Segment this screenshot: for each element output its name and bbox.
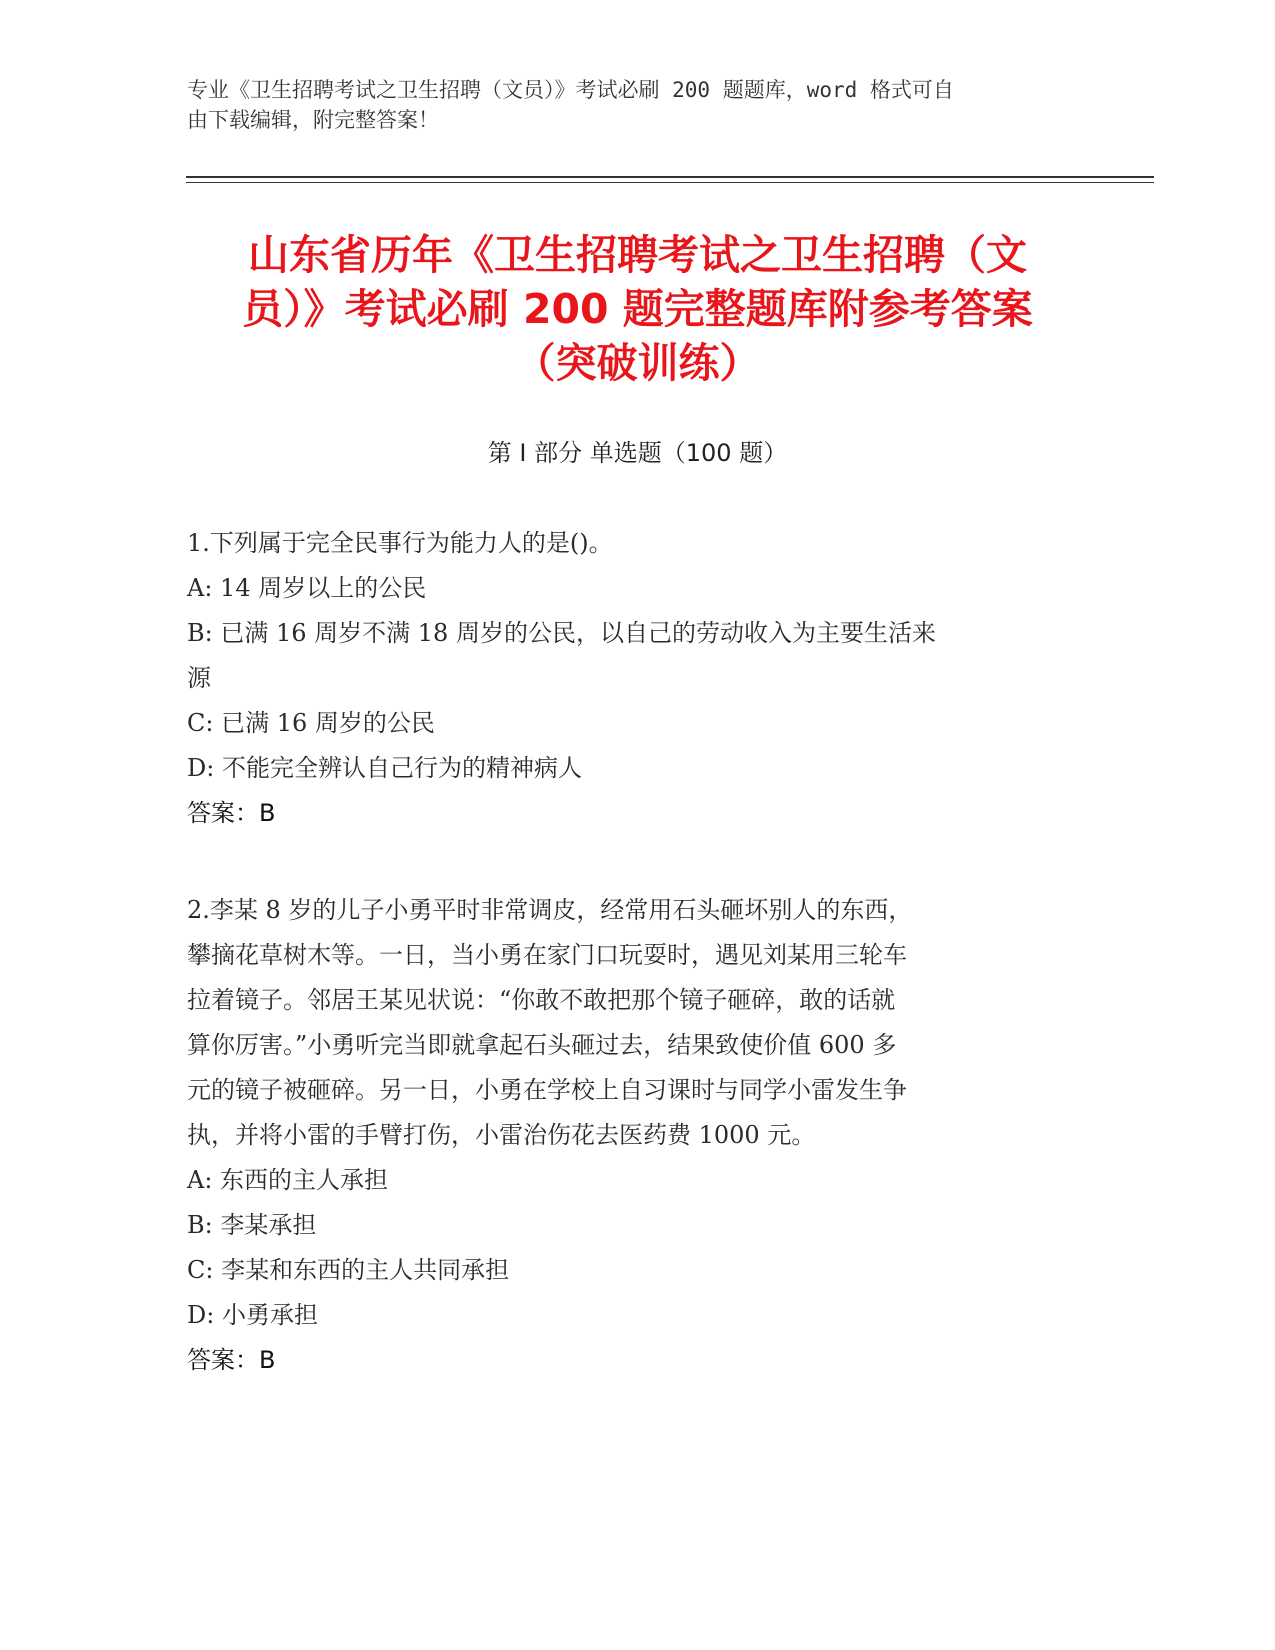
header-line: 专业《卫生招聘考试之卫生招聘（文员）》考试必刷 200 题题库，word 格式可自 — [187, 78, 954, 102]
question-stem-line: 元的镜子被砸碎。另一日，小勇在学校上自习课时与同学小雷发生争 — [187, 1076, 907, 1104]
question-stem-line: 执，并将小雷的手臂打伤，小雷治伤花去医药费 1000 元。 — [187, 1121, 816, 1149]
answer-line: 答案：B — [187, 1346, 276, 1374]
question-2 — [187, 888, 1067, 1383]
question-1 — [187, 521, 1067, 836]
option-c: C: 已满 16 周岁的公民 — [187, 709, 435, 737]
option-c: C: 李某和东西的主人共同承担 — [187, 1256, 510, 1284]
answer-line: 答案：B — [187, 799, 276, 827]
section-heading: 第 I 部分 单选题（100 题） — [487, 439, 788, 467]
header-line: 由下载编辑，附完整答案！ — [187, 108, 439, 132]
question-stem-line: 攀摘花草树木等。一日，当小勇在家门口玩耍时，遇见刘某用三轮车 — [187, 941, 907, 969]
question-stem-line: 拉着镜子。邻居王某见状说：“你敢不敢把那个镜子砸碎，敢的话就 — [187, 986, 896, 1014]
header-divider-thin — [186, 182, 1154, 183]
option-a: A: 东西的主人承担 — [187, 1166, 389, 1194]
question-stem-line: 算你厉害。”小勇听完当即就拿起石头砸过去，结果致使价值 600 多 — [187, 1031, 897, 1059]
title-line: （突破训练） — [514, 339, 761, 387]
option-b: B: 已满 16 周岁不满 18 周岁的公民，以自己的劳动收入为主要生活来 — [187, 619, 936, 647]
title-line: 员）》考试必刷 200 题完整题库附参考答案 — [242, 285, 1033, 333]
header-note — [187, 75, 1067, 135]
title-line: 山东省历年《卫生招聘考试之卫生招聘（文 — [248, 231, 1027, 279]
header-divider-thick — [186, 176, 1154, 178]
document-title — [170, 228, 1105, 390]
option-b-continued: 源 — [187, 664, 211, 692]
option-d: D: 不能完全辨认自己行为的精神病人 — [187, 754, 582, 782]
question-stem-line: 2.李某 8 岁的儿子小勇平时非常调皮，经常用石头砸坏别人的东西， — [187, 896, 913, 924]
question-stem-line: 1.下列属于完全民事行为能力人的是()。 — [187, 529, 613, 557]
option-b: B: 李某承担 — [187, 1211, 317, 1239]
option-d: D: 小勇承担 — [187, 1301, 318, 1329]
option-a: A: 14 周岁以上的公民 — [187, 574, 427, 602]
